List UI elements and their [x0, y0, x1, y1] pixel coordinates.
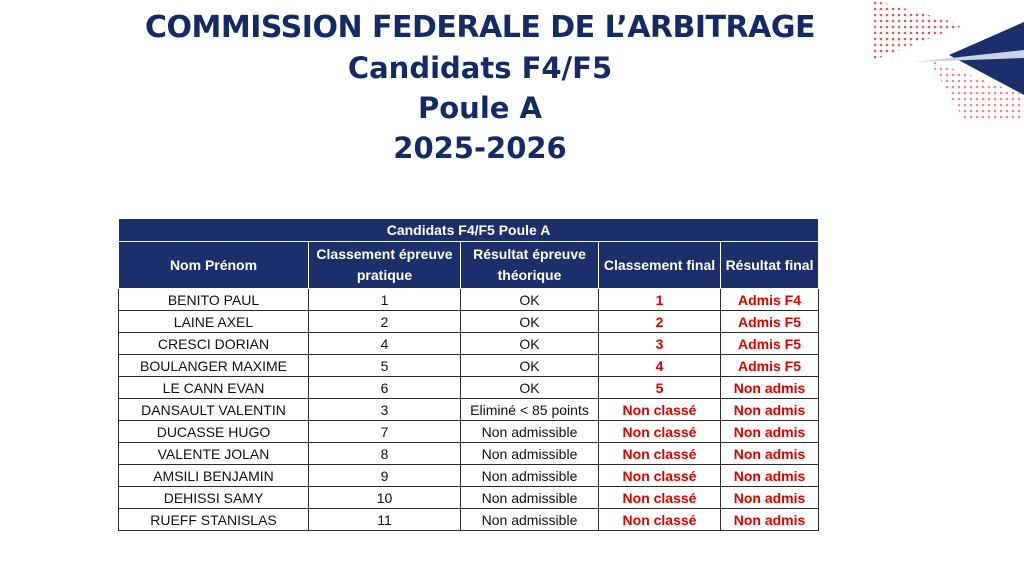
- cell-name: BOULANGER MAXIME: [119, 355, 309, 377]
- table-row: [119, 333, 819, 355]
- cell-final-result: Non admis: [721, 377, 819, 399]
- cell-name: DUCASSE HUGO: [119, 421, 309, 443]
- cell-final-rank: 5: [599, 377, 721, 399]
- cell-theory-result: Eliminé < 85 points: [461, 399, 599, 421]
- header-final-result: Résultat final: [721, 242, 819, 289]
- table-row: [119, 311, 819, 333]
- cell-theory-result: OK: [461, 355, 599, 377]
- cell-final-result: Non admis: [721, 443, 819, 465]
- cell-practical-rank: 6: [309, 377, 461, 399]
- cell-practical-rank: 8: [309, 443, 461, 465]
- cell-final-result: Admis F5: [721, 311, 819, 333]
- cell-theory-result: Non admissible: [461, 465, 599, 487]
- cell-final-rank: 4: [599, 355, 721, 377]
- cell-practical-rank: 5: [309, 355, 461, 377]
- cell-name: LAINE AXEL: [119, 311, 309, 333]
- cell-final-rank: 3: [599, 333, 721, 355]
- table-row: [119, 355, 819, 377]
- cell-name: RUEFF STANISLAS: [119, 509, 309, 531]
- cell-final-rank: Non classé: [599, 421, 721, 443]
- cell-final-rank: Non classé: [599, 399, 721, 421]
- table-row: [119, 421, 819, 443]
- cell-practical-rank: 11: [309, 509, 461, 531]
- cell-theory-result: Non admissible: [461, 443, 599, 465]
- results-table: [118, 218, 819, 531]
- header-final-rank: Classement final: [599, 242, 721, 289]
- cell-practical-rank: 3: [309, 399, 461, 421]
- cell-final-rank: 1: [599, 289, 721, 311]
- table-row: [119, 465, 819, 487]
- cell-final-rank: Non classé: [599, 443, 721, 465]
- cell-final-result: Admis F5: [721, 355, 819, 377]
- cell-final-result: Non admis: [721, 487, 819, 509]
- cell-final-result: Admis F5: [721, 333, 819, 355]
- cell-practical-rank: 1: [309, 289, 461, 311]
- cell-final-rank: 2: [599, 311, 721, 333]
- cell-theory-result: Non admissible: [461, 421, 599, 443]
- cell-final-result: Non admis: [721, 465, 819, 487]
- subtitle-candidates: Candidats F4/F5: [347, 51, 613, 85]
- cell-name: DEHISSI SAMY: [119, 487, 309, 509]
- cell-name: BENITO PAUL: [119, 289, 309, 311]
- cell-final-rank: Non classé: [599, 509, 721, 531]
- cell-final-rank: Non classé: [599, 487, 721, 509]
- cell-final-result: Admis F4: [721, 289, 819, 311]
- table-row: [119, 399, 819, 421]
- cell-practical-rank: 10: [309, 487, 461, 509]
- table-row: [119, 289, 819, 311]
- cell-name: AMSILI BENJAMIN: [119, 465, 309, 487]
- header-practical-rank: Classement épreuve pratique: [309, 242, 461, 289]
- cell-theory-result: OK: [461, 377, 599, 399]
- table-caption: Candidats F4/F5 Poule A: [119, 219, 819, 242]
- cell-theory-result: Non admissible: [461, 487, 599, 509]
- header-name: Nom Prénom: [119, 242, 309, 289]
- subtitle-season: 2025-2026: [393, 131, 567, 165]
- cell-name: VALENTE JOLAN: [119, 443, 309, 465]
- cell-practical-rank: 4: [309, 333, 461, 355]
- cell-name: LE CANN EVAN: [119, 377, 309, 399]
- subtitle-pool: Poule A: [418, 91, 542, 125]
- table-caption-row: [119, 219, 819, 242]
- cell-practical-rank: 7: [309, 421, 461, 443]
- cell-name: CRESCI DORIAN: [119, 333, 309, 355]
- table-header-row: [119, 242, 819, 289]
- cell-theory-result: OK: [461, 333, 599, 355]
- cell-theory-result: Non admissible: [461, 509, 599, 531]
- table-row: [119, 443, 819, 465]
- cell-final-result: Non admis: [721, 509, 819, 531]
- page-title: COMMISSION FEDERALE DE L’ARBITRAGE: [145, 10, 815, 45]
- table-row: [119, 509, 819, 531]
- cell-practical-rank: 2: [309, 311, 461, 333]
- table-row: [119, 487, 819, 509]
- cell-name: DANSAULT VALENTIN: [119, 399, 309, 421]
- cell-practical-rank: 9: [309, 465, 461, 487]
- corner-decoration-icon: [854, 0, 1024, 120]
- cell-final-result: Non admis: [721, 421, 819, 443]
- title-block: [0, 8, 960, 168]
- table-row: [119, 377, 819, 399]
- header-theory-result: Résultat épreuve théorique: [461, 242, 599, 289]
- cell-final-rank: Non classé: [599, 465, 721, 487]
- cell-final-result: Non admis: [721, 399, 819, 421]
- cell-theory-result: OK: [461, 311, 599, 333]
- cell-theory-result: OK: [461, 289, 599, 311]
